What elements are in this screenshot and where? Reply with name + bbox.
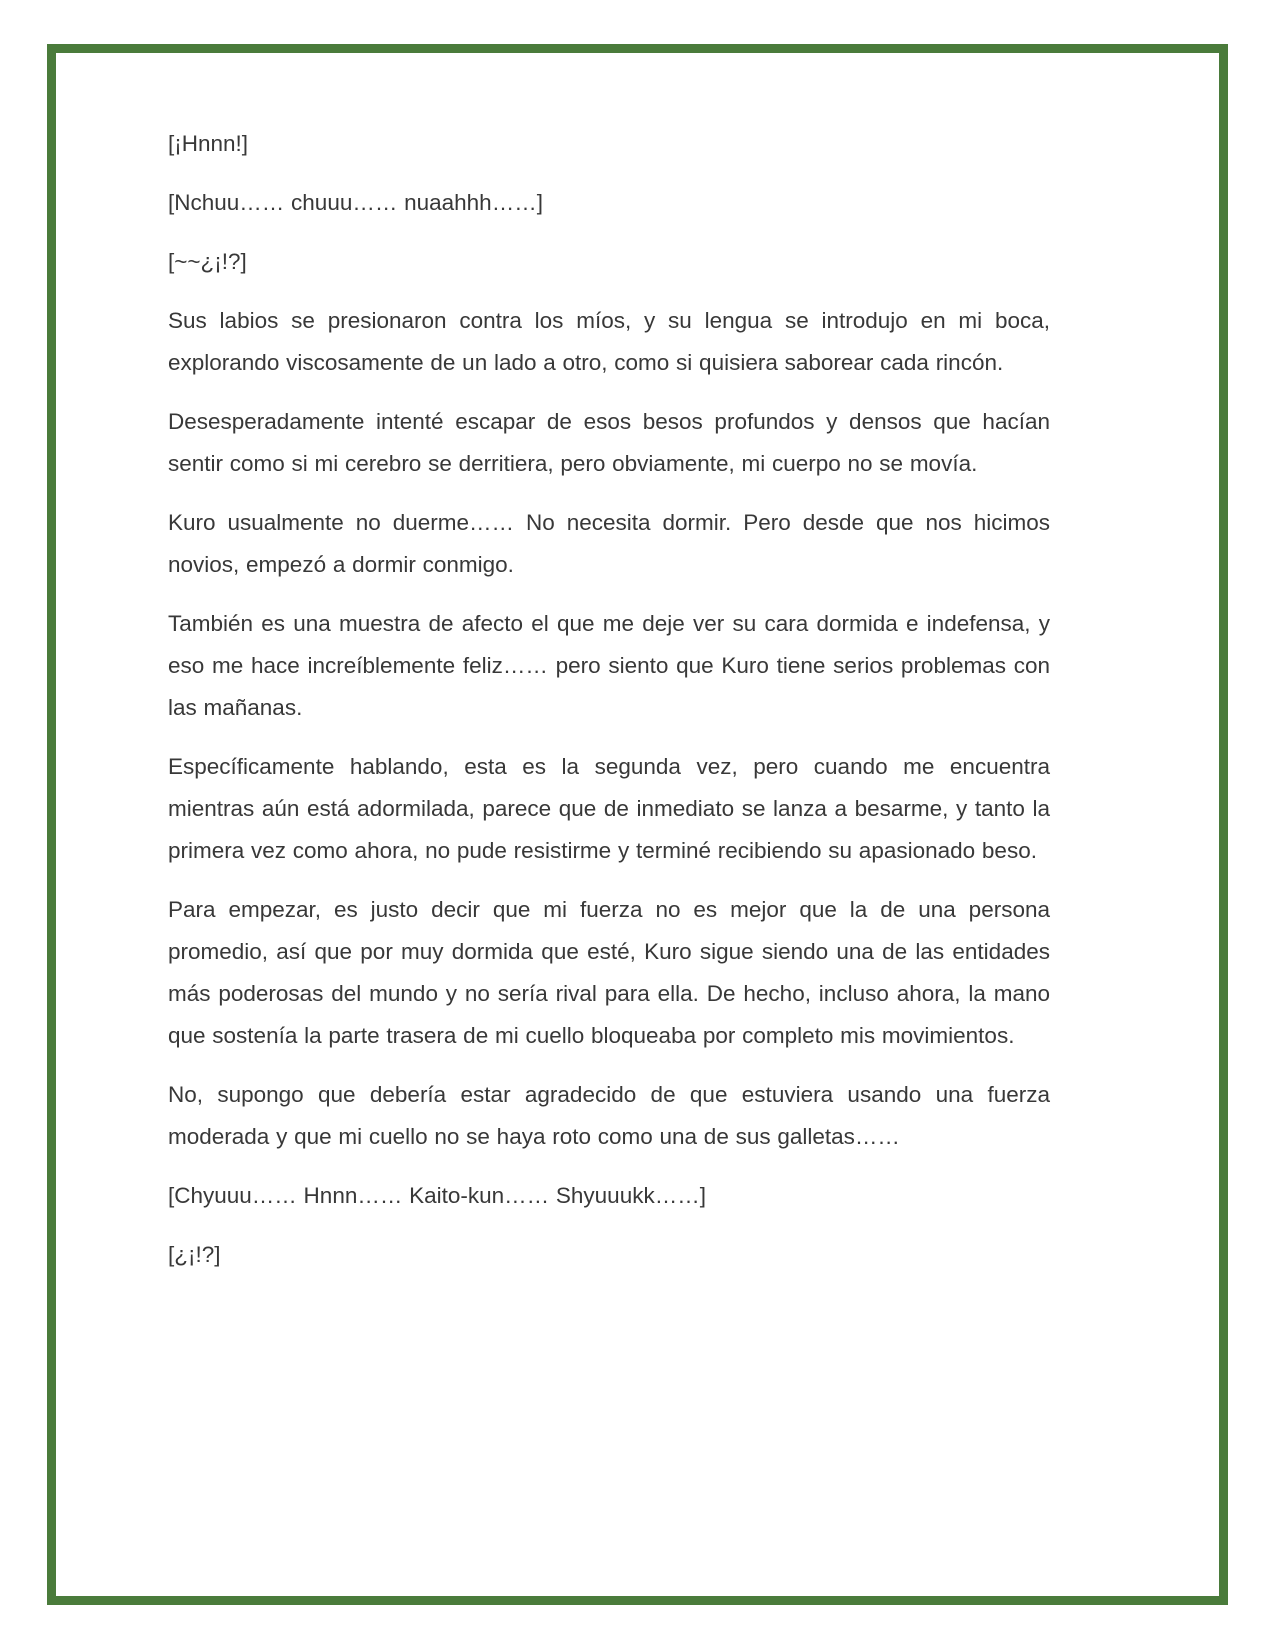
paragraph: Específicamente hablando, esta es la segunda vez, pero cuando me encuentra mientras aún está adormilada, parece que de inmediato se lanza a besarme, y tanto la primera vez como ahora, no pude resistirme y terminé recibiendo su apasionado beso. <box>168 754 1050 863</box>
paragraph: Desesperadamente intenté escapar de esos besos profundos y densos que hacían sentir como si mi cerebro se derritiera, pero obviamente, mi cuerpo no se movía. <box>168 409 1050 476</box>
paragraph: [Nchuu…… chuuu…… nuaahhh……] <box>168 190 543 215</box>
document-body <box>168 123 1050 1293</box>
paragraph: [Chyuuu…… Hnnn…… Kaito-kun…… Shyuuukk……] <box>168 1183 706 1208</box>
paragraph: También es una muestra de afecto el que me deje ver su cara dormida e indefensa, y eso me hace increíblemente feliz…… pero siento que Kuro tiene serios problemas con las mañanas. <box>168 611 1050 720</box>
page-border-frame <box>47 44 1228 1605</box>
paragraph: Sus labios se presionaron contra los míos, y su lengua se introdujo en mi boca, explorando viscosamente de un lado a otro, como si quisiera saborear cada rincón. <box>168 308 1050 375</box>
paragraph: No, supongo que debería estar agradecido de que estuviera usando una fuerza moderada y que mi cuello no se haya roto como una de sus galletas…… <box>168 1082 1050 1149</box>
paragraph: [~~¿¡!?] <box>168 249 247 274</box>
paragraph: [¿¡!?] <box>168 1242 221 1267</box>
paragraph: Para empezar, es justo decir que mi fuerza no es mejor que la de una persona promedio, así que por muy dormida que esté, Kuro sigue siendo una de las entidades más poderosas del mundo y no sería rival para ella. De hecho, incluso ahora, la mano que sostenía la parte trasera de mi cuello bloqueaba por completo mis movimientos. <box>168 897 1050 1048</box>
paragraph: [¡Hnnn!] <box>168 131 249 156</box>
paragraph: Kuro usualmente no duerme…… No necesita dormir. Pero desde que nos hicimos novios, empezó a dormir conmigo. <box>168 510 1050 577</box>
